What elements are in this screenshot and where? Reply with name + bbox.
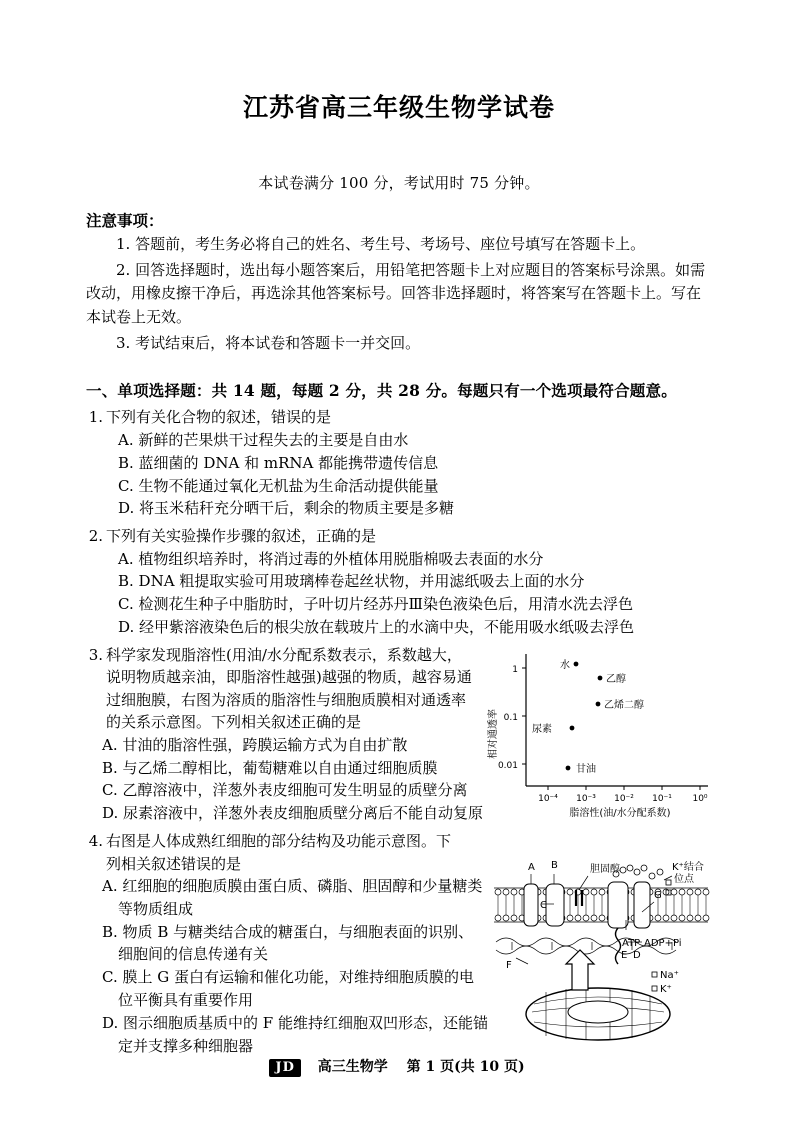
svg-text:脂溶性(油/水分配系数): 脂溶性(油/水分配系数) <box>569 807 671 819</box>
question-3-option-b: B. 与乙烯二醇相比，葡萄糖难以自由通过细胞质膜 <box>102 758 438 777</box>
svg-text:10⁰: 10⁰ <box>692 793 708 804</box>
question-4-stem: 右图是人体成熟红细胞的部分结构及功能示意图。下列相关叙述错误的是 <box>106 832 452 873</box>
label-F: F <box>506 960 512 971</box>
question-1-stem: 下列有关化合物的叙述，错误的是 <box>106 408 332 427</box>
notice-heading: 注意事项： <box>86 211 164 230</box>
question-4-option-b: B. 物质 B 与糖类结合成的糖蛋白，与细胞表面的识别、细胞间的信息传递有关 <box>102 922 474 964</box>
label-K: K⁺ <box>660 984 672 995</box>
question-2-option-c: C. 检测花生种子中脂肪时，子叶切片经苏丹Ⅲ染色液染色后，用清水洗去浮色 <box>118 595 633 614</box>
question-1-number: 1. <box>88 408 103 427</box>
question-2-option-a: A. 植物组织培养时，将消过毒的外植体用脱脂棉吸去表面的水分 <box>118 549 544 568</box>
question-3-number: 3. <box>88 645 103 664</box>
footer-subject: 高三生物学 <box>317 1059 388 1075</box>
question-2-stem: 下列有关实验操作步骤的叙述，正确的是 <box>106 527 377 546</box>
question-4-option-c: C. 膜上 G 蛋白有运输和催化功能，对维持细胞质膜的电位平衡具有重要作用 <box>102 968 474 1009</box>
footer-page-number: 第 1 页(共 10 页) <box>406 1059 525 1075</box>
label-B: B <box>551 860 558 871</box>
label-k-binding-1: K⁺结合 <box>672 862 704 873</box>
notice-item-2: 2. 回答选择题时，选出每小题答案后，用铅笔把答题卡上对应题目的答案标号涂黑。如需改动，用橡皮擦干净后，再选涂其他答案标号。回答非选择题时，将答案写在答题卡上。写在本试卷上无效。 <box>86 260 706 327</box>
label-D: D <box>633 950 641 961</box>
question-4-option-a: A. 红细胞的细胞质膜由蛋白质、磷脂、胆固醇和少量糖类等物质组成 <box>102 877 483 918</box>
question-1-option-d: D. 将玉米秸秆充分晒干后，剩余的物质主要是多糖 <box>118 499 455 518</box>
section-heading: 一、单项选择题：共 14 题，每题 2 分，共 28 分。每题只有一个选项最符合题意。 <box>86 381 677 401</box>
page-content <box>86 0 712 1057</box>
label-C: C <box>540 900 547 911</box>
svg-text:10⁻²: 10⁻² <box>614 793 634 804</box>
question-2 <box>86 525 712 639</box>
question-2-number: 2. <box>88 527 103 546</box>
question-3 <box>86 644 712 825</box>
question-1 <box>86 406 712 520</box>
svg-text:0.01: 0.01 <box>497 760 518 771</box>
permeability-lipid-solubility-chart <box>480 646 720 822</box>
page-footer <box>0 1056 794 1077</box>
svg-text:乙醇: 乙醇 <box>606 673 626 685</box>
question-3-option-c: C. 乙醇溶液中，洋葱外表皮细胞可发生明显的质壁分离 <box>102 781 468 800</box>
svg-text:相对通透率: 相对通透率 <box>488 708 499 759</box>
question-1-option-b: B. 蓝细菌的 DNA 和 mRNA 都能携带遗传信息 <box>118 453 439 472</box>
question-1-option-a: A. 新鲜的芒果烘干过程失去的主要是自由水 <box>118 430 409 449</box>
question-2-option-d: D. 经甲紫溶液染色后的根尖放在载玻片上的水滴中央，不能用吸水纸吸去浮色 <box>118 618 635 637</box>
red-blood-cell-membrane-diagram <box>476 846 726 1061</box>
svg-text:甘油: 甘油 <box>576 763 596 775</box>
svg-text:水: 水 <box>560 659 570 671</box>
notice-item-1: 1. 答题前，考生务必将自己的姓名、考生号、考场号、座位号填写在答题卡上。 <box>116 235 646 253</box>
question-4 <box>86 830 712 1057</box>
svg-text:乙烯二醇: 乙烯二醇 <box>604 699 644 711</box>
svg-text:10⁻³: 10⁻³ <box>576 793 596 804</box>
exam-subtitle: 本试卷满分 100 分，考试用时 75 分钟。 <box>258 174 540 192</box>
label-G: G <box>654 890 662 901</box>
label-A: A <box>528 862 535 873</box>
label-E: E <box>621 950 628 961</box>
label-Na: Na⁺ <box>660 970 679 981</box>
svg-text:0.1: 0.1 <box>503 712 518 723</box>
question-3-stem: 科学家发现脂溶性(用油/水分配系数表示，系数越大，说明物质越亲油，即脂溶性越强)越强的物质，越容易通过细胞膜，右图为溶质的脂溶性与细胞质膜相对通透率的关系示意图。下列相关叙述正确的是 <box>106 645 472 732</box>
label-cholesterol: 胆固醇 <box>590 864 620 875</box>
notice-item-3: 3. 考试结束后，将本试卷和答题卡一并交回。 <box>116 333 421 352</box>
question-1-option-c: C. 生物不能通过氧化无机盐为生命活动提供能量 <box>118 476 439 495</box>
svg-text:10⁻⁴: 10⁻⁴ <box>538 793 558 804</box>
label-k-binding-2: 位点 <box>674 874 694 885</box>
label-ADP-Pi: ADP+Pi <box>644 938 682 949</box>
footer-logo: JD <box>269 1059 300 1077</box>
svg-text:尿素: 尿素 <box>532 723 552 735</box>
question-3-option-d: D. 尿素溶液中，洋葱外表皮细胞质壁分离后不能自动复原 <box>102 804 484 823</box>
question-2-option-b: B. DNA 粗提取实验可用玻璃棒卷起丝状物，并用滤纸吸去上面的水分 <box>118 572 585 591</box>
label-ATP: ATP <box>622 938 641 949</box>
question-4-option-d: D. 图示细胞质基质中的 F 能维持红细胞双凹形态，还能锚定并支撑多种细胞器 <box>102 1013 488 1055</box>
svg-text:10⁻¹: 10⁻¹ <box>652 793 672 804</box>
svg-text:1: 1 <box>512 664 518 675</box>
question-4-number: 4. <box>88 832 103 850</box>
question-3-option-a: A. 甘油的脂溶性强，跨膜运输方式为自由扩散 <box>102 735 408 754</box>
page-title: 江苏省高三年级生物学试卷 <box>242 93 555 122</box>
